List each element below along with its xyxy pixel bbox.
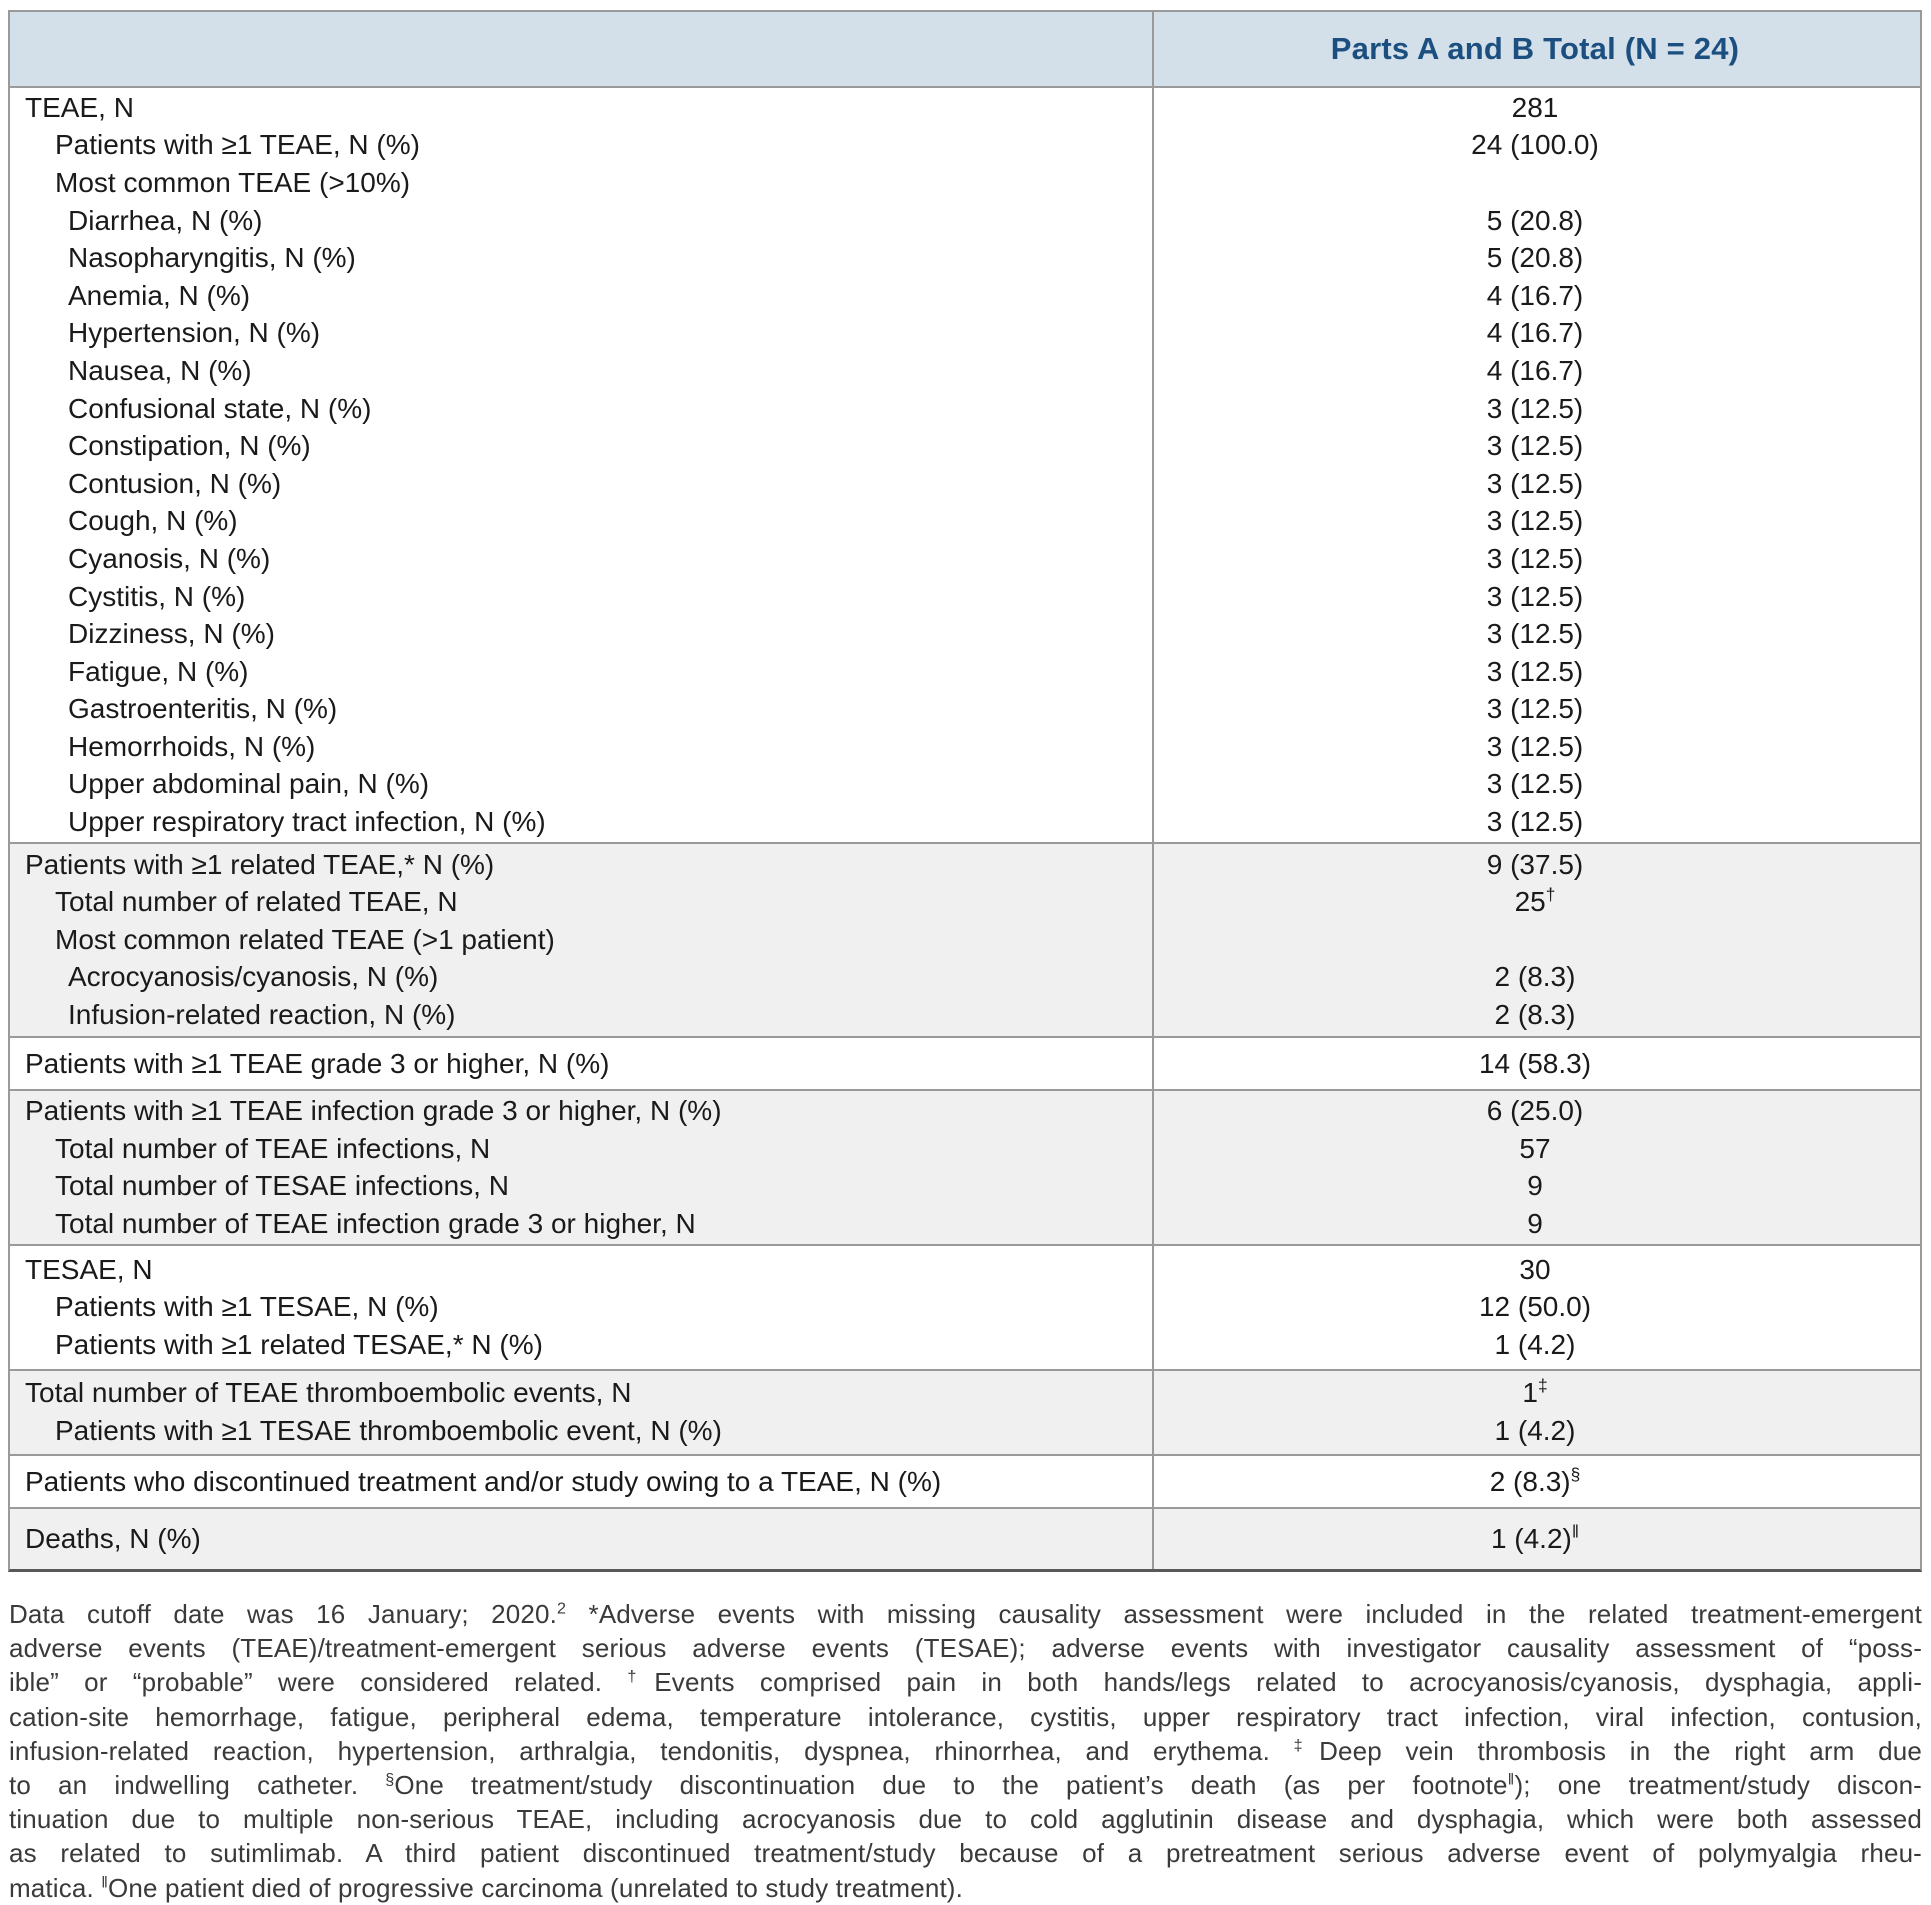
row-label: Patients with ≥1 TEAE, N (%) bbox=[55, 129, 420, 161]
row-value: 3 (12.5) bbox=[1486, 392, 1584, 424]
row-label: Total number of TEAE thromboembolic events, N bbox=[25, 1377, 632, 1409]
table-row bbox=[10, 390, 1920, 428]
footnote-line: as related to sutimlimab. A third patient discontinued treatment/study because of a pretreatment serious adverse event of polymyalgia rheu- bbox=[9, 1838, 1922, 1869]
row-label: Acrocyanosis/cyanosis, N (%) bbox=[68, 961, 439, 993]
table-row bbox=[10, 1092, 1920, 1130]
table-section bbox=[10, 842, 1920, 1036]
table-row bbox=[10, 540, 1920, 578]
table-row bbox=[10, 1288, 1920, 1326]
row-value: 25† bbox=[1514, 884, 1556, 918]
table-row bbox=[10, 239, 1920, 277]
table-row bbox=[10, 127, 1920, 165]
row-value: 3 (12.5) bbox=[1486, 768, 1584, 800]
footnote-marker: ‖ bbox=[101, 1872, 109, 1891]
table-row bbox=[10, 728, 1920, 766]
adverse-events-table bbox=[8, 10, 1922, 1572]
row-label: Constipation, N (%) bbox=[68, 430, 311, 462]
row-value: 3 (12.5) bbox=[1486, 430, 1584, 462]
table-footnotes bbox=[9, 1597, 1922, 1905]
table-row bbox=[10, 766, 1920, 804]
table-section bbox=[10, 1036, 1920, 1090]
row-label: Hemorrhoids, N (%) bbox=[68, 730, 316, 762]
row-label: Dizziness, N (%) bbox=[68, 618, 275, 650]
footnote-marker: ‖ bbox=[1507, 1770, 1515, 1789]
row-value: 4 (16.7) bbox=[1486, 279, 1584, 311]
table-row bbox=[10, 959, 1920, 997]
row-value: 57 bbox=[1519, 1132, 1551, 1164]
footnote-line: cation-site hemorrhage, fatigue, peripheral edema, temperature intolerance, cystitis, upper respiratory tract infection, viral infection, contusion, bbox=[9, 1701, 1922, 1732]
row-value: 3 (12.5) bbox=[1486, 467, 1584, 499]
row-label: Infusion-related reaction, N (%) bbox=[68, 999, 456, 1031]
table-row bbox=[10, 1326, 1920, 1364]
table-row bbox=[10, 503, 1920, 541]
row-label: Contusion, N (%) bbox=[68, 467, 282, 499]
row-label: TEAE, N bbox=[25, 91, 134, 123]
table-row bbox=[10, 1412, 1920, 1450]
row-value: 24 (100.0) bbox=[1471, 129, 1599, 161]
footnote-marker: ‡ bbox=[1537, 1376, 1548, 1397]
table-row bbox=[10, 1520, 1920, 1558]
footnote-marker: ‖ bbox=[1571, 1521, 1580, 1542]
row-label: Gastroenteritis, N (%) bbox=[68, 693, 338, 725]
table-section bbox=[10, 1507, 1920, 1569]
table-row bbox=[10, 846, 1920, 884]
table-row bbox=[10, 352, 1920, 390]
table-section bbox=[10, 1454, 1920, 1508]
table-row bbox=[10, 277, 1920, 315]
column-divider bbox=[1152, 12, 1154, 1569]
table-row bbox=[10, 803, 1920, 841]
footnote-marker: § bbox=[385, 1770, 395, 1789]
column-header: Parts A and B Total (N = 24) bbox=[1330, 31, 1740, 66]
row-value: 3 (12.5) bbox=[1486, 505, 1584, 537]
footnote-marker: 2 bbox=[557, 1599, 567, 1618]
row-label: Cystitis, N (%) bbox=[68, 580, 246, 612]
row-label: Patients with ≥1 related TESAE,* N (%) bbox=[55, 1328, 543, 1360]
row-value: 1 (4.2) bbox=[1494, 1328, 1576, 1360]
row-value: 6 (25.0) bbox=[1486, 1095, 1584, 1127]
table-body bbox=[10, 88, 1920, 1569]
table-row bbox=[10, 164, 1920, 202]
row-value: 281 bbox=[1511, 91, 1559, 123]
row-value: 9 bbox=[1527, 1208, 1543, 1240]
table-header-row bbox=[10, 12, 1920, 88]
table-row bbox=[10, 996, 1920, 1034]
row-value: 3 (12.5) bbox=[1486, 655, 1584, 687]
table-row bbox=[10, 315, 1920, 353]
row-value: 2 (8.3) bbox=[1494, 961, 1576, 993]
table-section bbox=[10, 88, 1920, 842]
row-value: 9 bbox=[1527, 1170, 1543, 1202]
table-row bbox=[10, 691, 1920, 729]
row-label: Nasopharyngitis, N (%) bbox=[68, 242, 356, 274]
row-value: 3 (12.5) bbox=[1486, 693, 1584, 725]
table-row bbox=[10, 89, 1920, 127]
table-section bbox=[10, 1369, 1920, 1454]
row-value: 12 (50.0) bbox=[1478, 1291, 1592, 1323]
row-label: Total number of TEAE infection grade 3 or higher, N bbox=[55, 1208, 696, 1240]
footnote-marker: § bbox=[1570, 1464, 1581, 1485]
table-row bbox=[10, 427, 1920, 465]
row-value: 9 (37.5) bbox=[1486, 848, 1584, 880]
row-label: Patients with ≥1 TEAE infection grade 3 or higher, N (%) bbox=[25, 1095, 722, 1127]
row-label: Upper respiratory tract infection, N (%) bbox=[68, 806, 546, 838]
row-label: Patients with ≥1 TESAE thromboembolic event, N (%) bbox=[55, 1414, 722, 1446]
table-row bbox=[10, 1251, 1920, 1289]
row-value: 3 (12.5) bbox=[1486, 580, 1584, 612]
row-value: 2 (8.3)§ bbox=[1489, 1464, 1581, 1497]
row-value: 3 (12.5) bbox=[1486, 730, 1584, 762]
table-row bbox=[10, 1130, 1920, 1168]
row-label: Hypertension, N (%) bbox=[68, 317, 321, 349]
row-value: 4 (16.7) bbox=[1486, 354, 1584, 386]
table-row bbox=[10, 1205, 1920, 1243]
row-label: Most common related TEAE (>1 patient) bbox=[55, 923, 555, 955]
row-label: Patients with ≥1 related TEAE,* N (%) bbox=[25, 848, 495, 880]
table-row bbox=[10, 578, 1920, 616]
table-row bbox=[10, 465, 1920, 503]
row-value: 14 (58.3) bbox=[1478, 1047, 1592, 1079]
row-value: 3 (12.5) bbox=[1486, 542, 1584, 574]
table-section bbox=[10, 1089, 1920, 1243]
row-label: Most common TEAE (>10%) bbox=[55, 166, 411, 198]
row-label: Patients who discontinued treatment and/or study owing to a TEAE, N (%) bbox=[25, 1465, 942, 1497]
header-empty-cell bbox=[10, 12, 1150, 86]
table-row bbox=[10, 1168, 1920, 1206]
footnote-marker: ‡ bbox=[1293, 1736, 1320, 1755]
row-label: Fatigue, N (%) bbox=[68, 655, 249, 687]
row-value: 1 (4.2)‖ bbox=[1490, 1521, 1580, 1555]
row-value: 1 (4.2) bbox=[1494, 1414, 1576, 1446]
row-value: 5 (20.8) bbox=[1486, 242, 1584, 274]
row-label: Patients with ≥1 TESAE, N (%) bbox=[55, 1291, 439, 1323]
row-value: 30 bbox=[1519, 1253, 1551, 1285]
row-label: Patients with ≥1 TEAE grade 3 or higher, N (%) bbox=[25, 1047, 610, 1079]
row-value: 5 (20.8) bbox=[1486, 204, 1584, 236]
row-label: Total number of TEAE infections, N bbox=[55, 1132, 491, 1164]
row-value: 3 (12.5) bbox=[1486, 618, 1584, 650]
row-label: Diarrhea, N (%) bbox=[68, 204, 263, 236]
footnote-line: matica. ‖One patient died of progressive carcinoma (unrelated to study treatment). bbox=[9, 1872, 963, 1903]
row-label: Total number of TESAE infections, N bbox=[55, 1170, 509, 1202]
footnote-line: Data cutoff date was 16 January; 2020.$^2$ *Adverse events with missing causality assessment were included in the related treatment-emergent bbox=[9, 1599, 1922, 1629]
footnote-line: ible” or “probable” were considered related. †Events comprised pain in both hands/legs related to acrocyanosis/cyanosis, dysphagia, appli- bbox=[9, 1667, 1923, 1698]
footnote-line: adverse events (TEAE)/treatment-emergent serious adverse events (TESAE); adverse events with investigator causality assessment of “poss- bbox=[9, 1633, 1922, 1664]
row-label: Deaths, N (%) bbox=[25, 1523, 201, 1555]
row-label: Upper abdominal pain, N (%) bbox=[68, 768, 430, 800]
row-value: 4 (16.7) bbox=[1486, 317, 1584, 349]
table-row bbox=[10, 615, 1920, 653]
row-label: Nausea, N (%) bbox=[68, 354, 252, 386]
table-row bbox=[10, 1463, 1920, 1501]
table-section bbox=[10, 1244, 1920, 1369]
footnote-line: tinuation due to multiple non-serious TEAE, including acrocyanosis due to cold agglutinin disease and dysphagia, which were both assessed bbox=[9, 1804, 1922, 1835]
row-value: 1‡ bbox=[1522, 1376, 1548, 1409]
footnote-line: to an indwelling catheter. §One treatment/study discontinuation due to the patient’s death (as per footnote‖); one treatment/study discon- bbox=[9, 1770, 1922, 1801]
row-value: 3 (12.5) bbox=[1486, 806, 1584, 838]
row-label: Cyanosis, N (%) bbox=[68, 542, 271, 574]
row-label: Confusional state, N (%) bbox=[68, 392, 372, 424]
footnote-marker: † bbox=[1545, 884, 1556, 905]
row-label: Anemia, N (%) bbox=[68, 279, 251, 311]
row-label: Cough, N (%) bbox=[68, 505, 238, 537]
table-row bbox=[10, 1045, 1920, 1083]
table-row bbox=[10, 1375, 1920, 1413]
table-row bbox=[10, 653, 1920, 691]
row-label: TESAE, N bbox=[25, 1253, 153, 1285]
row-label: Total number of related TEAE, N bbox=[55, 886, 458, 918]
footnote-line: infusion-related reaction, hypertension, arthralgia, tendonitis, dyspnea, rhinorrhea, and erythema. ‡Deep vein thrombosis in the right arm due bbox=[9, 1735, 1922, 1766]
table-row bbox=[10, 202, 1920, 240]
footnote-marker: † bbox=[627, 1667, 655, 1686]
table-row bbox=[10, 921, 1920, 959]
table-row bbox=[10, 883, 1920, 921]
row-value: 2 (8.3) bbox=[1494, 999, 1576, 1031]
